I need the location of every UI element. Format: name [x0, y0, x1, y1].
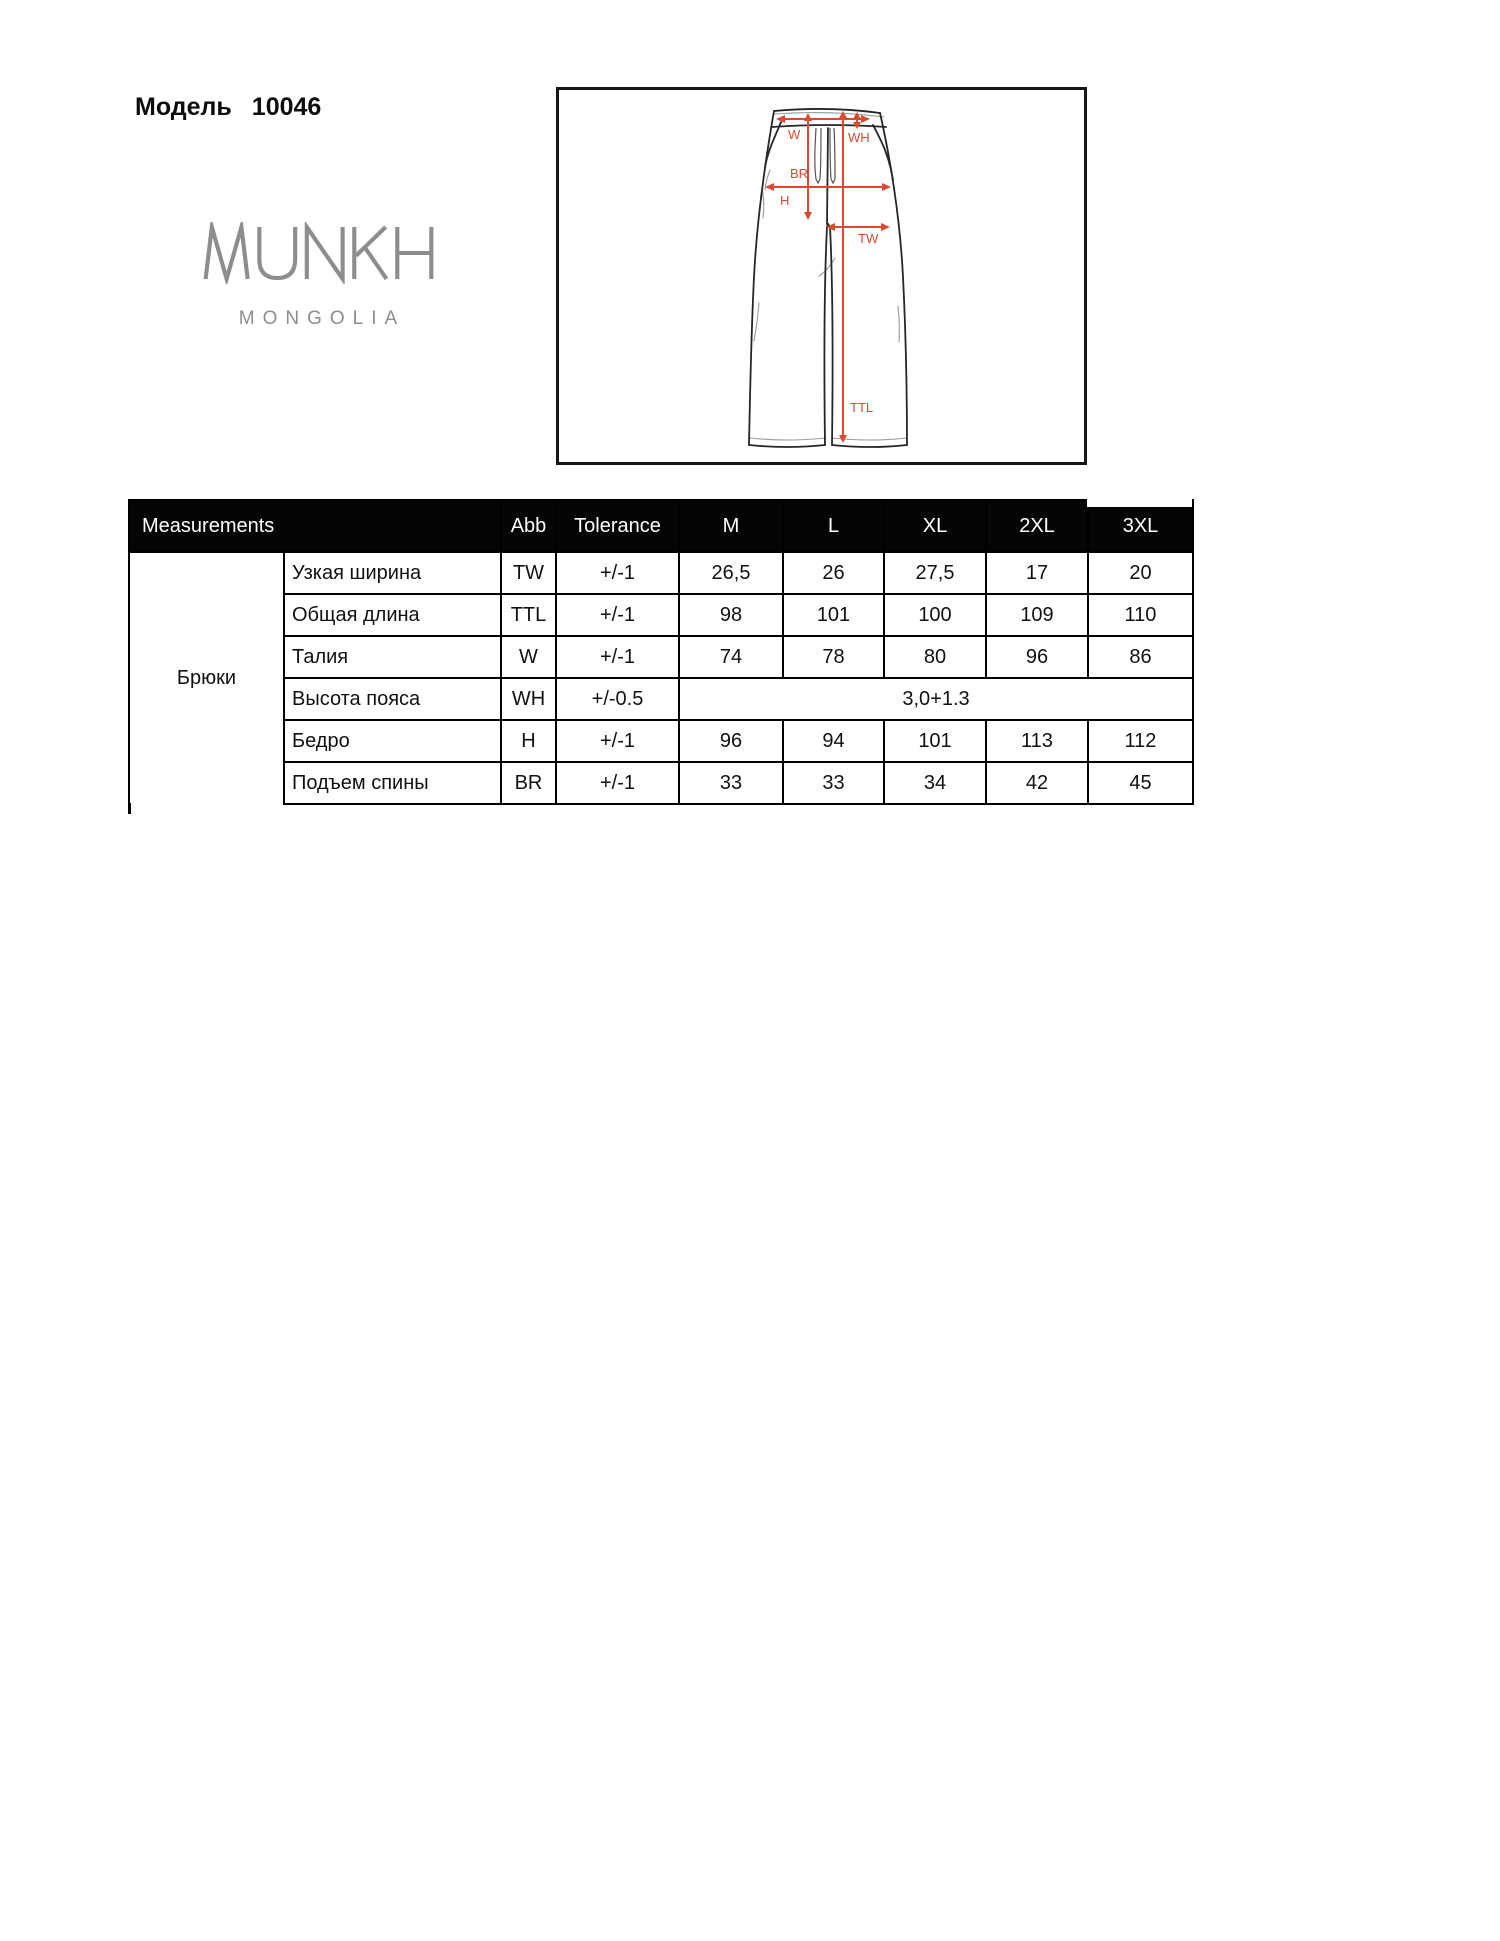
tolerance-cell: +/-1: [556, 594, 679, 636]
value-cell: 34: [884, 762, 986, 804]
table-row: [129, 636, 1193, 678]
brand-country-label: MONGOLIA: [238, 308, 406, 329]
value-cell: 96: [986, 636, 1088, 678]
value-cell: 101: [884, 720, 986, 762]
measurement-name: Талия: [284, 636, 501, 678]
tolerance-cell: +/-1: [556, 552, 679, 594]
value-cell: 17: [986, 552, 1088, 594]
abb-cell: TW: [501, 552, 556, 594]
value-cell: 20: [1088, 552, 1193, 594]
header-size-3xl: 3XL: [1088, 500, 1193, 552]
value-cell: 110: [1088, 594, 1193, 636]
brand-logo: [200, 222, 436, 330]
abb-cell: WH: [501, 678, 556, 720]
group-cell: Брюки: [129, 552, 284, 804]
measurements-table: [128, 499, 1194, 805]
value-cell: 100: [884, 594, 986, 636]
header-size-l: L: [783, 500, 884, 552]
value-cell: 33: [679, 762, 783, 804]
abb-cell: BR: [501, 762, 556, 804]
table-row: [129, 720, 1193, 762]
header-tolerance: Tolerance: [556, 500, 679, 552]
merged-value-cell: 3,0+1.3: [679, 678, 1193, 720]
value-cell: 109: [986, 594, 1088, 636]
annotation-ttl-label: TTL: [850, 400, 874, 415]
table-row: [129, 762, 1193, 804]
header-measurements: Measurements: [129, 500, 501, 552]
value-cell: 96: [679, 720, 783, 762]
pants-diagram-frame: [556, 87, 1087, 465]
page-title: [135, 93, 321, 122]
value-cell: 42: [986, 762, 1088, 804]
abb-cell: H: [501, 720, 556, 762]
value-cell: 26: [783, 552, 884, 594]
header-size-m: M: [679, 500, 783, 552]
value-cell: 94: [783, 720, 884, 762]
value-cell: 45: [1088, 762, 1193, 804]
header-abb: Abb: [501, 500, 556, 552]
abb-cell: W: [501, 636, 556, 678]
value-cell: 113: [986, 720, 1088, 762]
value-cell: 98: [679, 594, 783, 636]
left-border-tail: [128, 803, 131, 814]
annotation-br-label: BR: [790, 166, 809, 181]
value-cell: 27,5: [884, 552, 986, 594]
table-row: [129, 678, 1193, 720]
measurement-name: Узкая ширина: [284, 552, 501, 594]
value-cell: 112: [1088, 720, 1193, 762]
value-cell: 74: [679, 636, 783, 678]
measurement-name: Бедро: [284, 720, 501, 762]
abb-cell: TTL: [501, 594, 556, 636]
pants-technical-drawing-icon: [559, 90, 1084, 462]
value-cell: 33: [783, 762, 884, 804]
annotation-tw-label: TW: [858, 231, 879, 246]
tolerance-cell: +/-0.5: [556, 678, 679, 720]
value-cell: 80: [884, 636, 986, 678]
measurement-name: Подъем спины: [284, 762, 501, 804]
table-header-row: [129, 500, 1193, 552]
header-corner-notch: [1087, 499, 1192, 507]
value-cell: 101: [783, 594, 884, 636]
header-size-2xl: 2XL: [986, 500, 1088, 552]
header-size-xl: XL: [884, 500, 986, 552]
model-label: Модель: [135, 93, 232, 121]
annotation-wh-label: WH: [848, 130, 870, 145]
tolerance-cell: +/-1: [556, 636, 679, 678]
munkh-logo-icon: [202, 222, 434, 284]
value-cell: 26,5: [679, 552, 783, 594]
annotation-h-label: H: [780, 193, 790, 208]
table-row: [129, 594, 1193, 636]
model-number: 10046: [251, 93, 322, 121]
table-row: [129, 552, 1193, 594]
tolerance-cell: +/-1: [556, 720, 679, 762]
annotation-w-label: W: [788, 127, 801, 142]
measurement-name: Общая длина: [284, 594, 501, 636]
measurements-table-wrap: [128, 499, 1192, 805]
value-cell: 78: [783, 636, 884, 678]
tolerance-cell: +/-1: [556, 762, 679, 804]
measurement-name: Высота пояса: [284, 678, 501, 720]
value-cell: 86: [1088, 636, 1193, 678]
